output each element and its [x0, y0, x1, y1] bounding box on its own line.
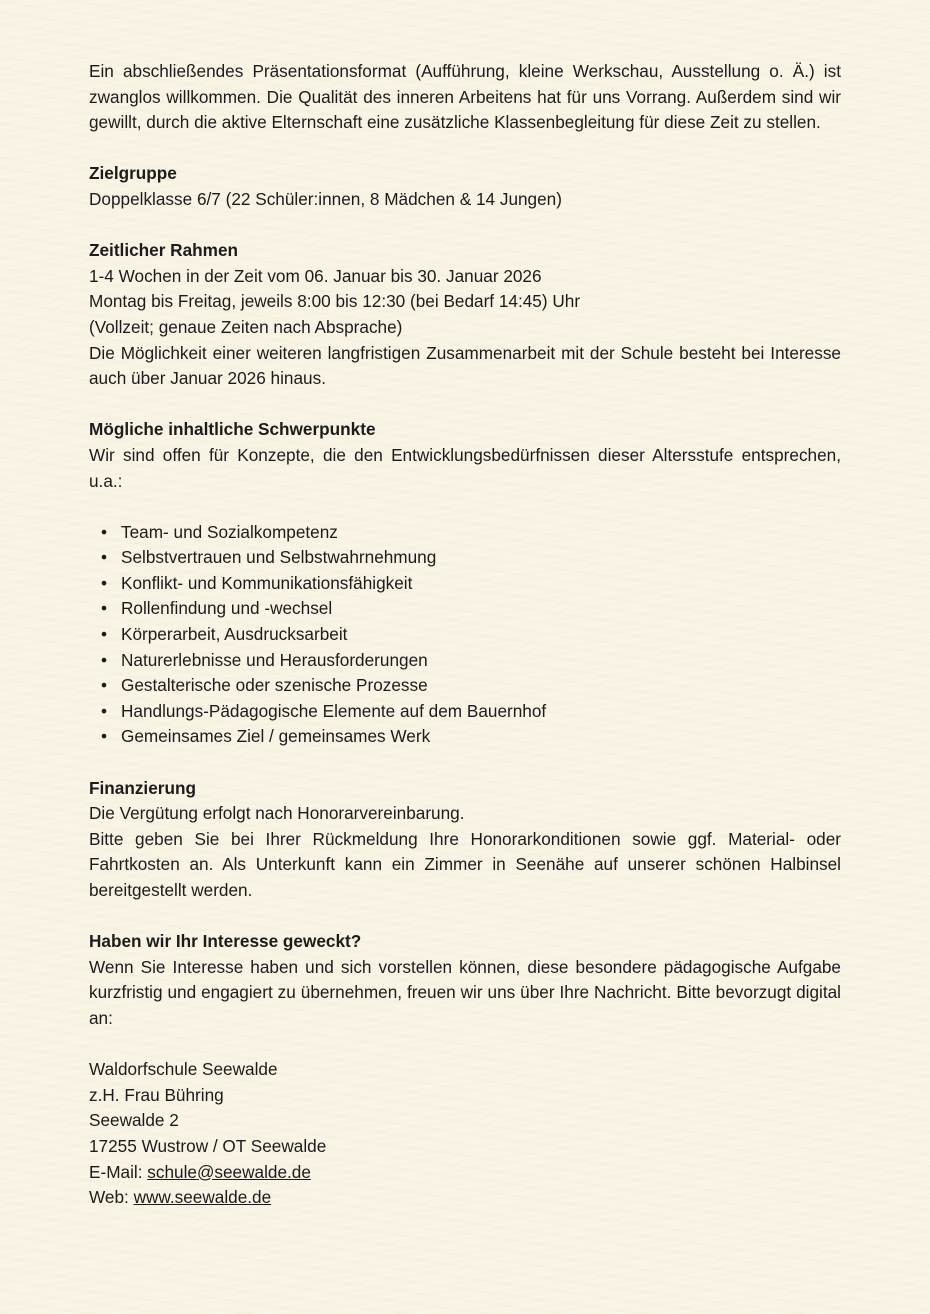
- contact-street: Seewalde 2: [89, 1110, 179, 1131]
- contact-block: [89, 1057, 841, 1211]
- document-page: [89, 59, 841, 1211]
- web-link[interactable]: www.seewalde.de: [133, 1187, 272, 1208]
- bullet-icon: •: [101, 726, 108, 747]
- bullet-icon: •: [101, 649, 108, 670]
- heading-schwerpunkte: Mögliche inhaltliche Schwerpunkte: [89, 419, 376, 440]
- schwerpunkte-list: [89, 520, 841, 750]
- list-item: • Naturerlebnisse und Herausforderungen: [121, 648, 841, 674]
- list-item: • Team- und Sozialkompetenz: [121, 520, 841, 546]
- email-link[interactable]: schule@seewalde.de: [147, 1161, 311, 1182]
- list-item: • Körperarbeit, Ausdrucksarbeit: [121, 622, 841, 648]
- heading-interesse: Haben wir Ihr Interesse geweckt?: [89, 931, 362, 952]
- section-schwerpunkte: [89, 417, 841, 750]
- finanzierung-text: Bitte geben Sie bei Ihrer Rückmeldung Ihre Honorarkonditionen sowie ggf. Material- oder Fahrtkosten an. Als Unterkunft kann ein Zimmer in Seenähe auf unserer schönen Halbinsel bereitgestellt werden.: [89, 828, 841, 900]
- web-label: Web:: [89, 1187, 134, 1208]
- bullet-icon: •: [101, 598, 108, 619]
- zeitrahmen-dates: 1-4 Wochen in der Zeit vom 06. Januar bis 30. Januar 2026: [89, 265, 542, 286]
- list-item: • Rollenfindung und -wechsel: [121, 596, 841, 622]
- zeitrahmen-hours: Montag bis Freitag, jeweils 8:00 bis 12:30 (bei Bedarf 14:45) Uhr: [89, 291, 581, 312]
- list-item: • Konflikt- und Kommunikationsfähigkeit: [121, 571, 841, 597]
- finanzierung-line: Die Vergütung erfolgt nach Honorarvereinbarung.: [89, 803, 465, 824]
- section-interesse: [89, 929, 841, 1031]
- intro-paragraph: Ein abschließendes Präsentationsformat (Aufführung, kleine Werkschau, Ausstellung o. Ä.) ist zwanglos willkommen. Die Qualität des inneren Arbeitens hat für uns Vorrang. Außerdem sind wir gewillt, durch die aktive Elternschaft eine zusätzliche Klassenbegleitung für diese Zeit zu stellen.: [89, 61, 841, 133]
- section-zielgruppe: [89, 161, 841, 212]
- bullet-icon: •: [101, 572, 108, 593]
- list-item: • Handlungs-Pädagogische Elemente auf dem Bauernhof: [121, 699, 841, 725]
- section-zeitrahmen: [89, 238, 841, 392]
- bullet-icon: •: [101, 521, 108, 542]
- bullet-icon: •: [101, 700, 108, 721]
- heading-zielgruppe: Zielgruppe: [89, 163, 177, 184]
- interesse-text: Wenn Sie Interesse haben und sich vorstellen können, diese besondere pädagogische Aufgabe kurzfristig und engagiert zu übernehmen, freuen wir uns über Ihre Nachricht. Bitte bevorzugt digital an:: [89, 956, 841, 1028]
- bullet-icon: •: [101, 624, 108, 645]
- heading-zeitrahmen: Zeitlicher Rahmen: [89, 240, 238, 261]
- list-item: • Gemeinsames Ziel / gemeinsames Werk: [121, 724, 841, 750]
- contact-email-line: [89, 1160, 841, 1186]
- zeitrahmen-note: (Vollzeit; genaue Zeiten nach Absprache): [89, 316, 403, 337]
- contact-attention: z.H. Frau Bühring: [89, 1084, 224, 1105]
- heading-finanzierung: Finanzierung: [89, 777, 196, 798]
- schwerpunkte-intro: Wir sind offen für Konzepte, die den Entwicklungsbedürfnissen dieser Altersstufe entsprechen, u.a.:: [89, 444, 841, 491]
- contact-city: 17255 Wustrow / OT Seewalde: [89, 1135, 327, 1156]
- zeitrahmen-text: Die Möglichkeit einer weiteren langfristigen Zusammenarbeit mit der Schule besteht bei Interesse auch über Januar 2026 hinaus.: [89, 342, 841, 389]
- section-finanzierung: [89, 776, 841, 904]
- zielgruppe-text: Doppelklasse 6/7 (22 Schüler:innen, 8 Mädchen & 14 Jungen): [89, 188, 562, 209]
- contact-web-line: [89, 1185, 841, 1211]
- list-item: • Selbstvertrauen und Selbstwahrnehmung: [121, 545, 841, 571]
- list-item: • Gestalterische oder szenische Prozesse: [121, 673, 841, 699]
- email-label: E-Mail:: [89, 1161, 148, 1182]
- bullet-icon: •: [101, 675, 108, 696]
- bullet-icon: •: [101, 547, 108, 568]
- contact-name: Waldorfschule Seewalde: [89, 1059, 278, 1080]
